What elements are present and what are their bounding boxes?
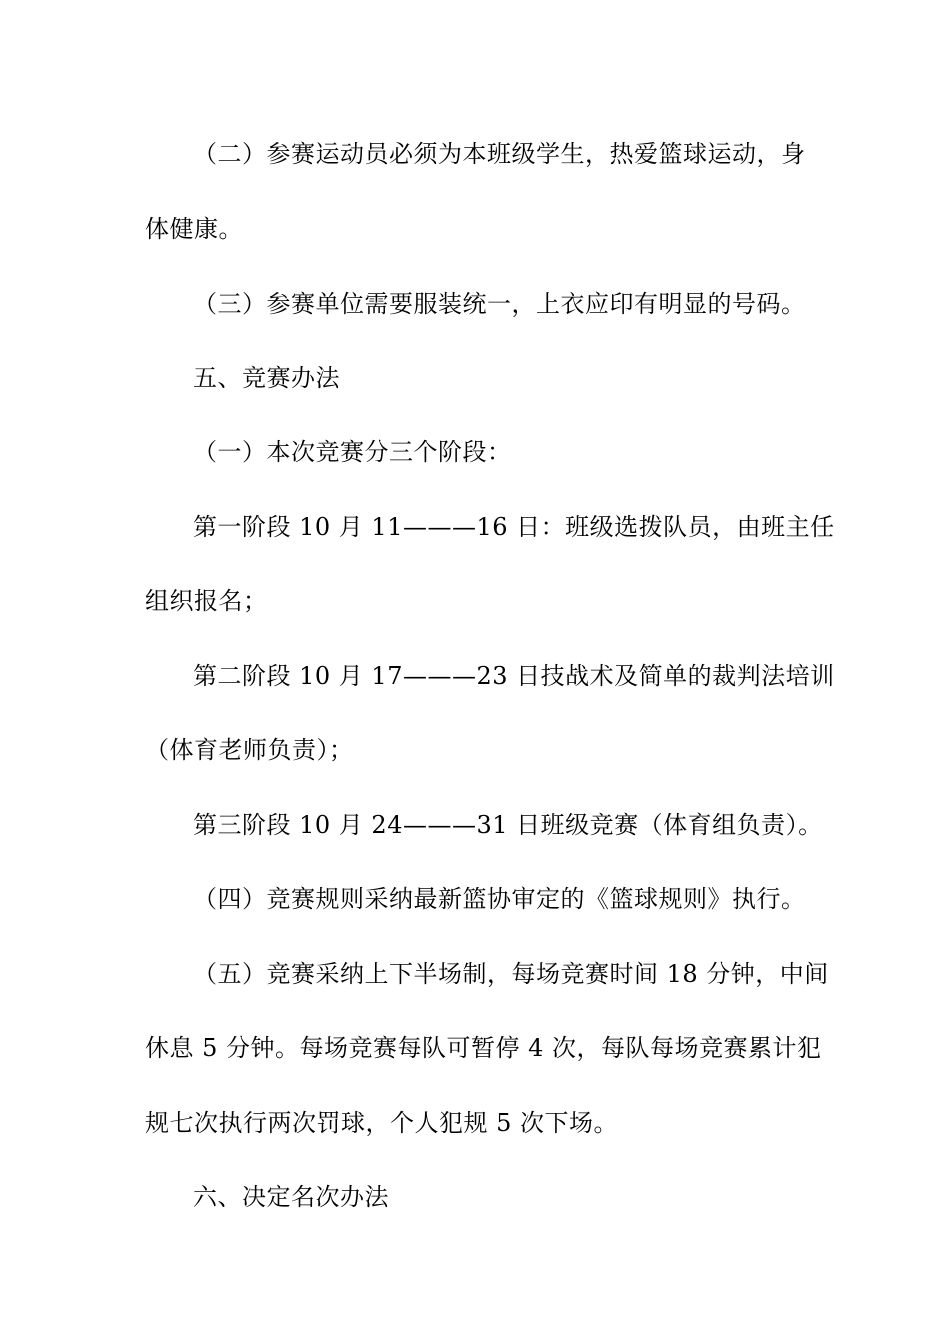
- paragraph-line-9: （体育老师负责）；: [145, 736, 354, 764]
- paragraph-line-10: 第三阶段 10 月 24———31 日班级竞赛（体育组负责）。: [193, 811, 823, 839]
- paragraph-line-3: （三）参赛单位需要服装统一，上衣应印有明显的号码。: [193, 290, 806, 318]
- paragraph-line-6: 第一阶段 10 月 11———16 日：班级选拨队员，由班主任: [193, 513, 835, 541]
- paragraph-line-2: 体健康。: [145, 215, 243, 243]
- paragraph-line-5: （一）本次竞赛分三个阶段：: [193, 438, 512, 466]
- paragraph-line-8: 第二阶段 10 月 17———23 日技战术及简单的裁判法培训: [193, 662, 835, 690]
- paragraph-line-13: 休息 5 分钟。每场竞赛每队可暂停 4 次，每队每场竞赛累计犯: [145, 1034, 822, 1062]
- paragraph-line-11: （四）竞赛规则采纳最新篮协审定的《篮球规则》执行。: [193, 885, 806, 913]
- paragraph-line-14: 规七次执行两次罚球，个人犯规 5 次下场。: [145, 1109, 619, 1137]
- section-heading-5: 五、竞赛办法: [193, 364, 340, 392]
- paragraph-line-7: 组织报名；: [145, 587, 268, 615]
- paragraph-line-1: （二）参赛运动员必须为本班级学生，热爱篮球运动，身: [193, 140, 806, 168]
- section-heading-6: 六、决定名次办法: [193, 1183, 389, 1211]
- paragraph-line-12: （五）竞赛采纳上下半场制，每场竞赛时间 18 分钟，中间: [193, 960, 829, 988]
